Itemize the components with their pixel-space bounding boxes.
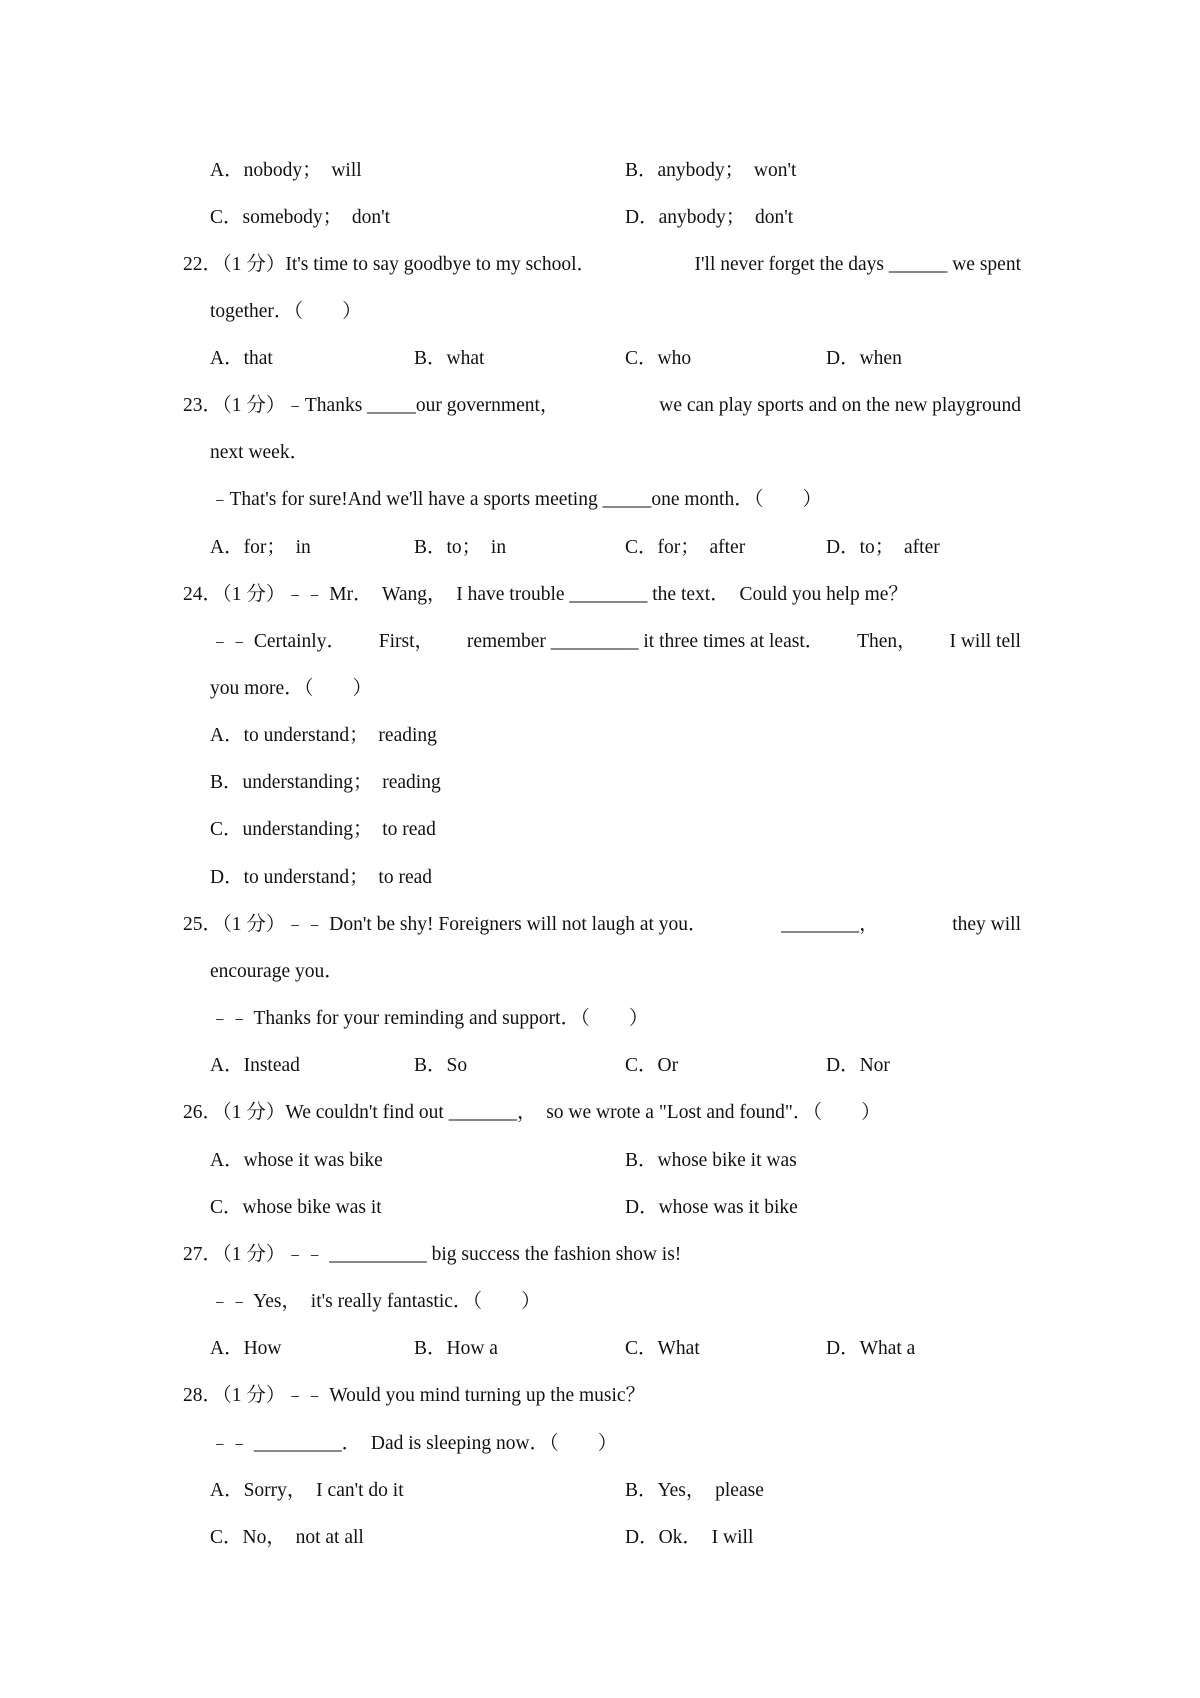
q23-dialog-line: ﹣That's for sure!And we'll have a sports meeting _____one month．（ ） bbox=[210, 489, 822, 510]
q22-stem-line-1 bbox=[183, 249, 1021, 281]
q25-stem-line-2: encourage you． bbox=[210, 961, 344, 982]
q24-dialog-part-4: Then， bbox=[857, 631, 917, 652]
q28-option-c: C．No， not at all bbox=[210, 1527, 364, 1548]
q27-option-b: B．How a bbox=[414, 1338, 498, 1359]
q24-dialog-line bbox=[210, 626, 1021, 658]
q25-option-d: D．Nor bbox=[826, 1055, 890, 1076]
q24-dialog-part-3: remember _________ it three times at least． bbox=[466, 631, 825, 652]
q25-stem-part-3: they will bbox=[952, 914, 1021, 935]
q22-stem-line-2: together．（ ） bbox=[210, 301, 362, 322]
q25-option-c: C．Or bbox=[625, 1055, 679, 1076]
q24-option-c: C．understanding； to read bbox=[210, 819, 436, 840]
q25-dialog-line: ﹣﹣ Thanks for your reminding and support．（ ） bbox=[210, 1008, 649, 1029]
q25-option-a: A．Instead bbox=[210, 1055, 300, 1076]
q24-dialog-part-1: ﹣﹣ Certainly． bbox=[210, 631, 346, 652]
q28-option-b: B．Yes， please bbox=[625, 1480, 764, 1501]
q26-stem-line-1: 26．（1 分）We couldn't find out _______， so we wrote a "Lost and found"．（ ） bbox=[183, 1102, 881, 1123]
q22-stem-part-2: I'll never forget the days ______ we spent bbox=[694, 254, 1021, 275]
q21-option-b: B．anybody； won't bbox=[625, 160, 797, 181]
q26-option-b: B．whose bike it was bbox=[625, 1150, 797, 1171]
q24-stem-line-3: you more．（ ） bbox=[210, 678, 372, 699]
q23-stem-part-2: we can play sports and on the new playground bbox=[659, 395, 1021, 416]
q23-option-d: D．to； after bbox=[826, 537, 940, 558]
q27-stem-line-1: 27．（1 分）﹣﹣ __________ big success the fashion show is! bbox=[183, 1244, 682, 1265]
q24-option-b: B．understanding； reading bbox=[210, 772, 441, 793]
q27-option-a: A．How bbox=[210, 1338, 282, 1359]
q23-stem-line-1 bbox=[183, 390, 1021, 422]
q22-option-c: C．who bbox=[625, 348, 692, 369]
q28-stem-line-1: 28．（1 分）﹣﹣ Would you mind turning up the music？ bbox=[183, 1385, 646, 1406]
q21-option-a: A．nobody； will bbox=[210, 160, 362, 181]
q21-option-d: D．anybody； don't bbox=[625, 207, 794, 228]
q27-dialog-line: ﹣﹣ Yes， it's really fantastic．（ ） bbox=[210, 1291, 541, 1312]
q22-option-a: A．that bbox=[210, 348, 273, 369]
q25-stem-line-1 bbox=[183, 909, 1021, 941]
q26-option-a: A．whose it was bike bbox=[210, 1150, 383, 1171]
q21-option-c: C．somebody； don't bbox=[210, 207, 391, 228]
q28-dialog-line: ﹣﹣ _________． Dad is sleeping now．（ ） bbox=[210, 1433, 618, 1454]
q22-option-b: B．what bbox=[414, 348, 485, 369]
q24-option-d: D．to understand； to read bbox=[210, 867, 433, 888]
q22-option-d: D．when bbox=[826, 348, 902, 369]
q24-dialog-part-2: First， bbox=[378, 631, 435, 652]
q25-stem-part-1: 25．（1 分）﹣﹣ Don't be shy! Foreigners will not laugh at you． bbox=[183, 914, 708, 935]
q26-option-c: C．whose bike was it bbox=[210, 1197, 382, 1218]
q23-option-a: A．for； in bbox=[210, 537, 311, 558]
q23-stem-line-2: next week． bbox=[210, 442, 310, 463]
q27-option-d: D．What a bbox=[826, 1338, 916, 1359]
q24-option-a: A．to understand； reading bbox=[210, 725, 437, 746]
q23-stem-part-1: 23．（1 分）﹣Thanks _____our government， bbox=[183, 395, 560, 416]
q27-option-c: C．What bbox=[625, 1338, 700, 1359]
q25-option-b: B．So bbox=[414, 1055, 468, 1076]
q28-option-a: A．Sorry， I can't do it bbox=[210, 1480, 404, 1501]
q26-option-d: D．whose was it bike bbox=[625, 1197, 798, 1218]
q25-stem-part-2: ________， bbox=[781, 914, 879, 935]
q24-dialog-part-5: I will tell bbox=[949, 631, 1021, 652]
q24-stem-line-1: 24．（1 分）﹣﹣ Mr． Wang， I have trouble ________ the text． Could you help me？ bbox=[183, 584, 908, 605]
q23-option-b: B．to； in bbox=[414, 537, 507, 558]
q22-stem-part-1: 22．（1 分）It's time to say goodbye to my school． bbox=[183, 254, 596, 275]
q28-option-d: D．Ok． I will bbox=[625, 1527, 754, 1548]
q23-option-c: C．for； after bbox=[625, 537, 746, 558]
